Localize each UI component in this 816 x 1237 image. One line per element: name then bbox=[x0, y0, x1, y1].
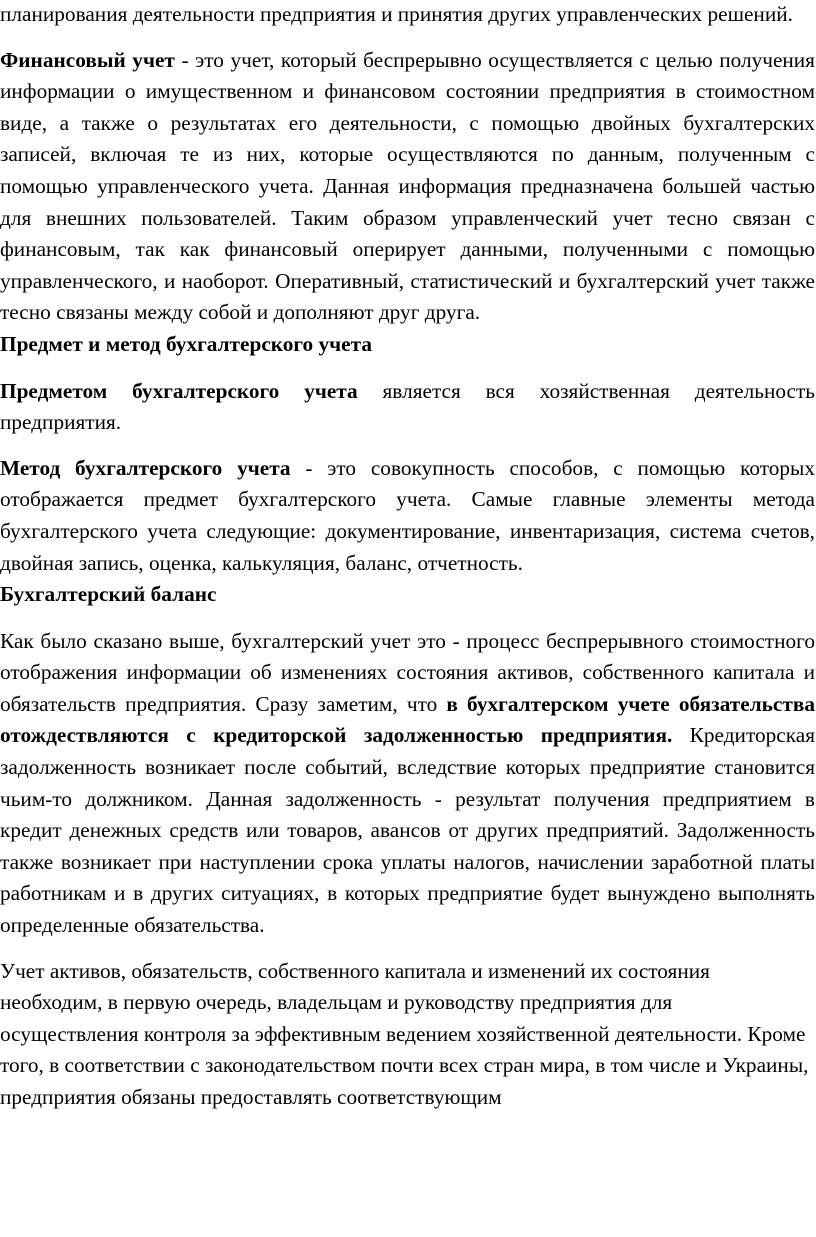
paragraph-method bbox=[0, 453, 815, 579]
balance-text-part1: Как было сказано выше, бухгалтерский учет это - процесс беспрерывного стоимостного отображения информации об изменениях состояния активов, собственного капитала и обязательств предприятия. Сразу заметим, что bbox=[0, 628, 815, 716]
financial-accounting-definition: - это учет, который беспрерывно осуществляется с целью получения информации о имущественном и финансовом состоянии предприятия в стоимостном виде, а также о результатах его деятельности, с помощью двойных бухгалтерских записей, включая те из них, которые осуществляются по данным, полученным с помощью управленческого учета. Данная информация предназначена большей частью для внешних пользователей. Таким образом управленческий учет тесно связан с финансовым, так как финансовый оперирует данными, полученными с помощью управленческого, и наоборот. Оперативный, статистический и бухгалтерский учет также тесно связаны между собой и дополняют друг друга. bbox=[0, 47, 815, 325]
heading-balance-sheet: Бухгалтерский баланс bbox=[0, 582, 217, 607]
term-method: Метод бухгалтерского учета bbox=[0, 455, 291, 480]
balance-text-part2: Кредиторская задолженность возникает после событий, вследствие которых предприятие становится чьим-то должником. Данная задолженность - результат получения предприятием в кредит денежных средств или товаров, авансов от других предприятий. Задолженность также возникает при наступлении срока уплаты налогов, начислении заработной платы работникам и в других ситуациях, в которых предприятие будет вынуждено выполнять определенные обязательства. bbox=[0, 723, 815, 938]
method-definition: - это совокупность способов, с помощью которых отображается предмет бухгалтерского учета. Самые главные элементы метода бухгалтерского учета следующие: документирование, инвентаризация, система счетов, двойная запись, оценка, калькуляция, баланс, отчетность. bbox=[0, 455, 815, 575]
paragraph-subject bbox=[0, 376, 815, 439]
term-subject: Предметом бухгалтерского учета bbox=[0, 378, 358, 403]
paragraph-intro-continuation: планирования деятельности предприятия и принятия других управленческих решений. bbox=[0, 2, 793, 26]
balance-bold-statement: в бухгалтерском учете обязательства отождествляются с кредиторской задолженностью предприятия. bbox=[0, 691, 815, 748]
paragraph-accounting-purpose: Учет активов, обязательств, собственного капитала и изменений их состояния необходим, в первую очередь, владельцам и руководству предприятия для осуществления контроля за эффективным ведением хозяйственной деятельности. Кроме того, в соответствии с законодательством почти всех стран мира, в том числе и Украины, предприятия обязаны предоставлять соответствующим bbox=[0, 958, 809, 1109]
subject-definition: является вся хозяйственная деятельность предприятия. bbox=[0, 378, 815, 435]
paragraph-financial-accounting bbox=[0, 45, 815, 329]
paragraph-balance-sheet bbox=[0, 626, 815, 942]
term-financial-accounting: Финансовый учет bbox=[0, 47, 175, 72]
heading-subject-and-method: Предмет и метод бухгалтерского учета bbox=[0, 331, 372, 356]
